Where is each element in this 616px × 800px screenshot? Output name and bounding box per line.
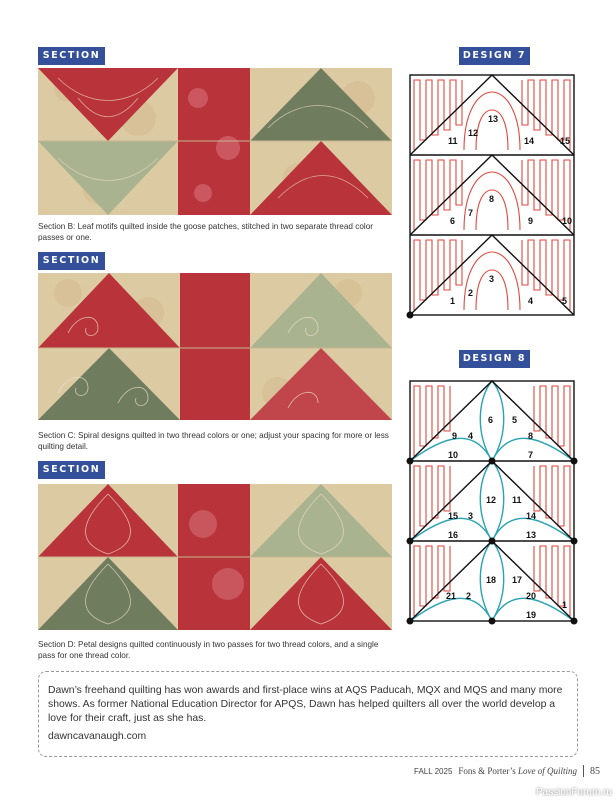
watermark: PassionForum.ru <box>535 787 612 798</box>
d8-num-17: 17 <box>512 575 523 585</box>
design-7-tag: DESIGN 7 <box>459 47 530 65</box>
d8-num-9: 9 <box>452 431 458 441</box>
d7-num-5: 5 <box>562 296 568 306</box>
d8-num-1b: 1 <box>562 600 568 610</box>
section-b-photo <box>38 68 392 215</box>
website-link[interactable]: dawncavanaugh.com <box>48 731 147 742</box>
section-b-tag: SECTION <box>38 47 105 65</box>
section-d-tag: SECTION <box>38 461 105 479</box>
d7-num-4: 4 <box>528 296 534 306</box>
footer-magazine-title: Love of Quilting <box>518 766 577 776</box>
page-number: 85 <box>590 765 600 777</box>
section-d-caption: Section D: Petal designs quilted continuously in two passes for two thread colors, and a single pass for one thread color. <box>38 640 379 660</box>
footer-season: FALL 2025 <box>414 766 453 776</box>
d8-num-21: 21 <box>446 591 457 601</box>
d8-num-14: 14 <box>526 511 537 521</box>
d8-num-13: 13 <box>526 530 537 540</box>
d7-num-14: 14 <box>524 136 535 146</box>
d7-num-3: 3 <box>489 274 495 284</box>
d8-num-7: 7 <box>528 450 534 460</box>
d8-num-11: 11 <box>512 495 522 505</box>
d7-num-6: 6 <box>450 216 456 226</box>
d7-num-1: 1 <box>450 296 456 306</box>
d7-num-2: 2 <box>468 288 474 298</box>
design-7-diagram <box>404 70 580 320</box>
d8-num-16: 16 <box>448 530 459 540</box>
d8-num-20: 20 <box>526 591 537 601</box>
section-c-photo <box>38 273 392 420</box>
d7-num-8: 8 <box>489 194 495 204</box>
d8-num-12: 12 <box>486 495 497 505</box>
bio-text: Dawn’s freehand quilting has won awards and ﬁrst-place wins at AQS Paducah, MQX and MQS and many more shows. As former National Education Director for APQS, Dawn has helped quilters all over the world develop a love for their craft, just as she has. <box>48 685 563 724</box>
footer-divider <box>583 765 584 777</box>
page-footer <box>414 765 600 777</box>
section-d-photo <box>38 484 392 630</box>
d7-num-12: 12 <box>468 128 479 138</box>
d8-num-18: 18 <box>486 575 497 585</box>
d8-num-2: 2 <box>466 591 472 601</box>
section-b-caption: Section B: Leaf motifs quilted inside the goose patches, stitched in two separate thread color passes or one. <box>38 222 373 242</box>
d7-num-7: 7 <box>468 208 474 218</box>
d8-num-5: 5 <box>512 415 518 425</box>
d8-num-15: 15 <box>448 511 459 521</box>
d7-num-13: 13 <box>488 114 499 124</box>
section-c-tag: SECTION <box>38 252 105 270</box>
d8-num-10: 10 <box>448 450 459 460</box>
footer-magazine-prefix: Fons & Porter’s <box>458 766 516 776</box>
footer-magazine <box>458 766 577 776</box>
design-8-diagram <box>404 376 580 626</box>
design-8-tag: DESIGN 8 <box>459 350 530 368</box>
d7-num-9: 9 <box>528 216 534 226</box>
d7-num-15: 15 <box>560 136 571 146</box>
d8-num-6: 6 <box>488 415 494 425</box>
d7-num-11: 11 <box>448 136 458 146</box>
d8-num-4: 4 <box>468 431 474 441</box>
d8-num-3: 3 <box>468 511 474 521</box>
section-c-caption: Section C: Spiral designs quilted in two thread colors or one; adjust your spacing for more or less quilting detail. <box>38 431 389 451</box>
d8-num-8: 8 <box>528 431 534 441</box>
d8-num-19: 19 <box>526 610 537 620</box>
d7-num-10: 10 <box>562 216 573 226</box>
